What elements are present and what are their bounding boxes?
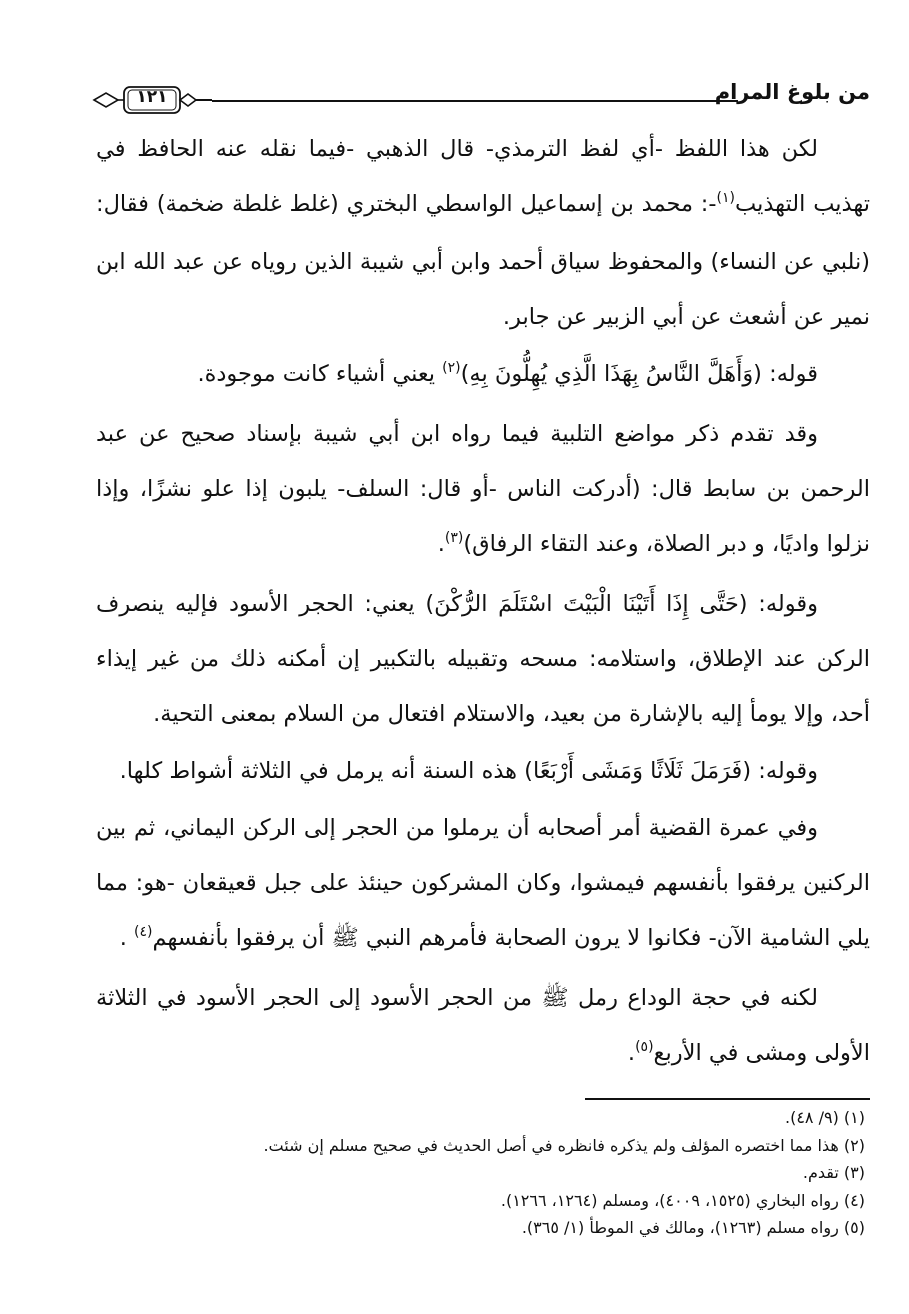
footnote-5: (٥) رواه مسلم (١٢٦٣)، ومالك في الموطأ (١/ ٣٦٥).	[521, 1218, 865, 1237]
paragraph-3-end: .	[437, 531, 445, 557]
page-number: ١٢١	[136, 87, 168, 107]
paragraph-1-text-b: -: محمد بن إسماعيل الواسطي البختري (غلط غلطة ضخمة) فقال: (نلبي عن النساء) والمحفوظ سياق أحمد وابن أبي شيبة الذين روياه عن عبد الله ابن نمير عن أشعث عن أبي الزبير عن جابر.	[96, 191, 870, 330]
footnote-2: (٢) هذا مما اختصره المؤلف ولم يذكره فانظره في أصل الحديث في صحيح مسلم إن شئت.	[263, 1135, 865, 1155]
paragraph-7-end: .	[627, 1040, 636, 1066]
footnote-separator	[585, 1098, 870, 1100]
page-number-frame	[92, 84, 212, 116]
running-header	[92, 78, 870, 118]
paragraph-4-text: وقوله: (حَتَّى إِذَا أَتَيْنَا الْبَيْتَ اسْتَلَمَ الرُّكْنَ) يعني: الحجر الأسود فإليه ينصرف الركن عند الإطلاق، واستلامه: مسحه وتقبيله بالتكبير إن أمكنه ذلك من غير إيذاء أحد، وإلا يومأ إليه بالإشارة من بعيد، والاستلام افتعال من السلام بمعنى التحية.	[96, 591, 870, 727]
footnote-4: (٤) رواه البخاري (١٥٢٥، ٤٠٠٩)، ومسلم (١٢٦٤، ١٢٦٦).	[500, 1190, 865, 1210]
main-text	[96, 122, 870, 1086]
paragraph-6-text: وفي عمرة القضية أمر أصحابه أن يرملوا من الحجر إلى الركن اليماني، ثم بين الركنين يرفقوا بأنفسهم فيمشوا، وكان المشركون حينئذ على جبل قعيقعان -هو: مما يلي الشامية الآن- فكانوا لا يرون الصحابة فأمرهم النبي ﷺ أن يرفقوا بأنفسهم	[96, 815, 870, 951]
paragraph-6-end: .	[119, 925, 134, 951]
paragraph-1	[96, 122, 870, 345]
paragraph-2-text: يعني أشياء كانت موجودة.	[197, 361, 443, 387]
footnote-1: (١) (٩/ ٤٨).	[784, 1108, 865, 1127]
book-title: من بلوغ المرام	[714, 80, 870, 104]
footnote-marker-4: (٤)	[134, 924, 153, 940]
paragraph-2-quote: قوله: (وَأَهَلَّ النَّاسُ بِهَذَا الَّذِي يُهِلُّونَ بِهِ)	[460, 361, 818, 387]
paragraph-3-text: وقد تقدم ذكر مواضع التلبية فيما رواه ابن أبي شيبة بإسناد صحيح عن عبد الرحمن بن سابط قال: (أدركت الناس -أو قال: السلف- يلبون إذا علو نشزًا، وإذا نزلوا واديًا، و دبر الصلاة، وعند التقاء الرفاق)	[96, 421, 870, 557]
footnote-marker-1: (١)	[716, 190, 735, 206]
header-rule	[212, 100, 738, 102]
footnotes	[95, 1104, 865, 1242]
paragraph-6	[96, 801, 870, 969]
footnote-marker-5: (٥)	[635, 1039, 654, 1055]
paragraph-4	[96, 577, 870, 742]
paragraph-5-text: وقوله: (فَرَمَلَ ثَلَاثًا وَمَشَى أَرْبَعًا) هذه السنة أنه يرمل في الثلاثة أشواط كلها.	[119, 758, 818, 784]
paragraph-5	[96, 744, 870, 799]
paragraph-1-text-a: لكن هذا اللفظ -أي لفظ الترمذي- قال الذهبي -فيما نقله عنه الحافظ في تهذيب التهذيب	[96, 136, 870, 217]
footnote-marker-3: (٣)	[444, 530, 464, 546]
paragraph-2	[96, 347, 870, 405]
paragraph-3	[96, 407, 870, 575]
footnote-marker-2: (٢)	[442, 360, 461, 376]
footnote-3: (٣) تقدم.	[802, 1163, 865, 1182]
paragraph-7	[96, 971, 870, 1084]
paragraph-7-text: لكنه في حجة الوداع رمل ﷺ من الحجر الأسود إلى الحجر الأسود في الثلاثة الأولى ومشى في الأربع	[96, 985, 870, 1066]
